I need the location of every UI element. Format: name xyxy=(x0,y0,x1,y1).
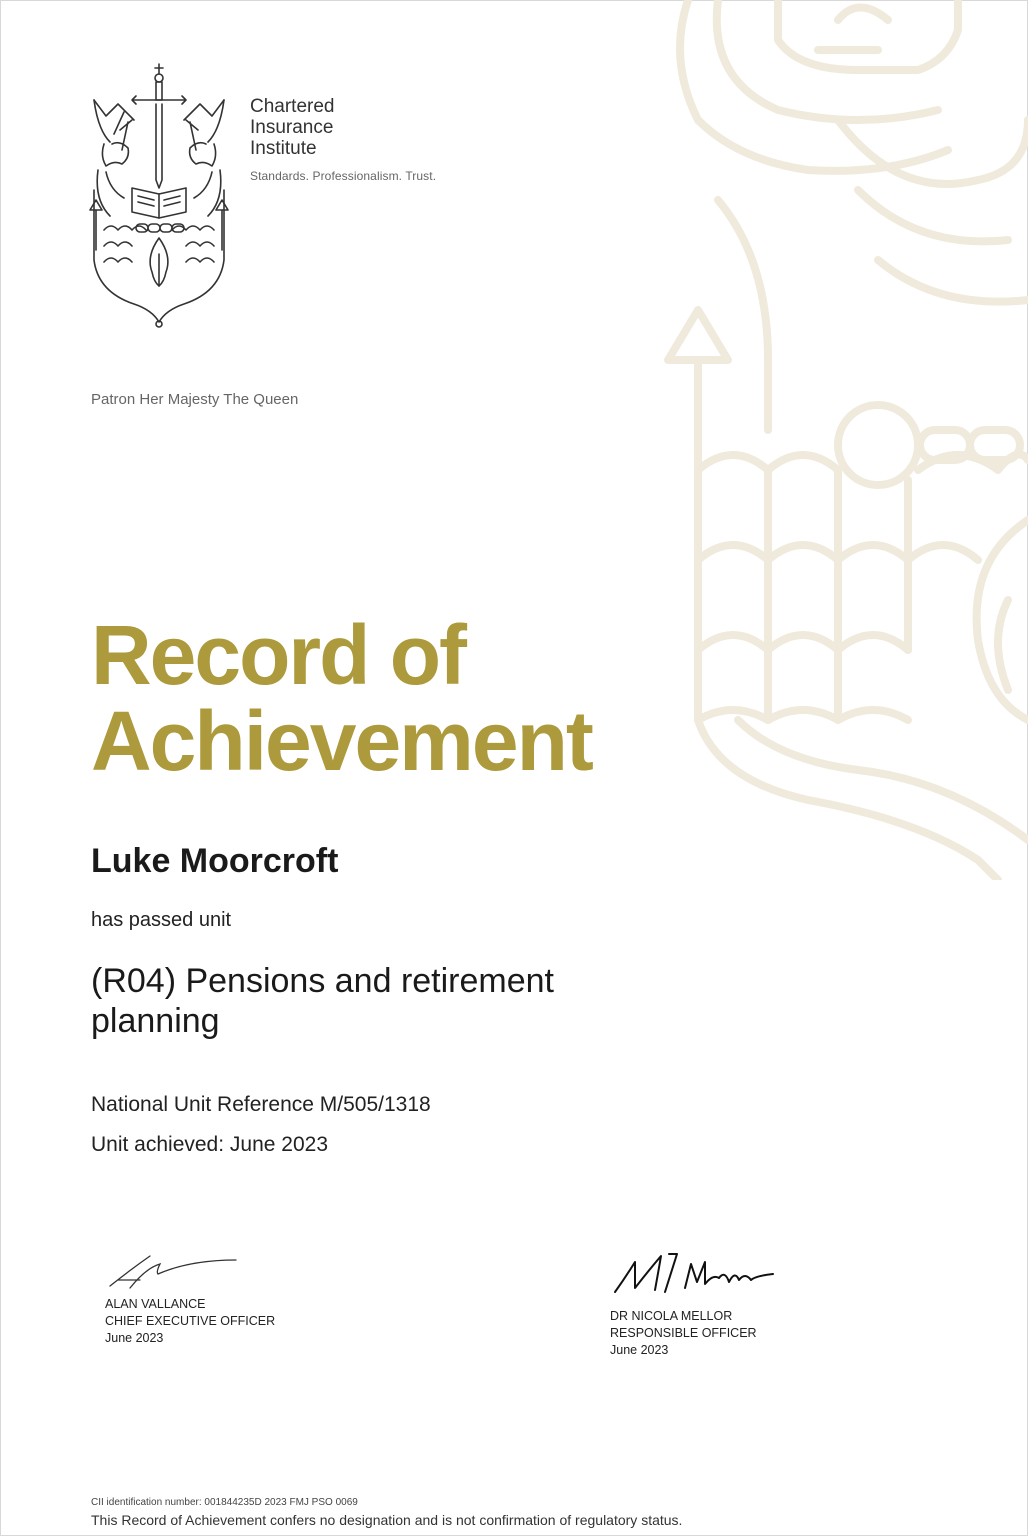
unit-line1: (R04) Pensions and retirement xyxy=(91,962,555,1000)
unit-title xyxy=(91,961,691,1041)
recipient-name: Luke Moorcroft xyxy=(91,842,339,880)
disclaimer-text: This Record of Achievement confers no designation and is not confirmation of regulatory status. xyxy=(91,1512,683,1528)
signatory-date: June 2023 xyxy=(610,1343,669,1357)
heraldic-watermark xyxy=(658,0,1028,880)
brand-name-line2: Insurance xyxy=(250,117,334,138)
signatory-left xyxy=(105,1296,275,1347)
patron-text: Patron Her Majesty The Queen xyxy=(91,391,299,408)
signatory-role: CHIEF EXECUTIVE OFFICER xyxy=(105,1314,276,1328)
brand-name-line1: Chartered xyxy=(250,96,335,117)
signatory-role: RESPONSIBLE OFFICER xyxy=(610,1326,757,1340)
signatory-name: DR NICOLA MELLOR xyxy=(610,1309,733,1323)
signatory-name: ALAN VALLANCE xyxy=(105,1297,206,1311)
brand-tagline: Standards. Professionalism. Trust. xyxy=(250,169,437,183)
signatory-right xyxy=(610,1308,757,1359)
signature-left-icon xyxy=(100,1250,250,1298)
passed-text: has passed unit xyxy=(91,909,232,931)
identification-number: CII identification number: 001844235D 2023 FMJ PSO 0069 xyxy=(91,1497,358,1508)
signatory-date: June 2023 xyxy=(105,1331,164,1345)
unit-line2: planning xyxy=(91,1002,220,1040)
brand-block xyxy=(250,96,436,183)
unit-reference: National Unit Reference M/505/1318 xyxy=(91,1093,431,1116)
title-line1: Record of xyxy=(91,608,466,702)
title-line2: Achievement xyxy=(91,694,592,788)
signature-right-icon xyxy=(605,1248,785,1306)
brand-name-line3: Institute xyxy=(250,138,317,159)
unit-achieved-date: Unit achieved: June 2023 xyxy=(91,1133,328,1156)
certificate-title xyxy=(91,608,592,788)
cii-crest-logo xyxy=(84,60,244,330)
